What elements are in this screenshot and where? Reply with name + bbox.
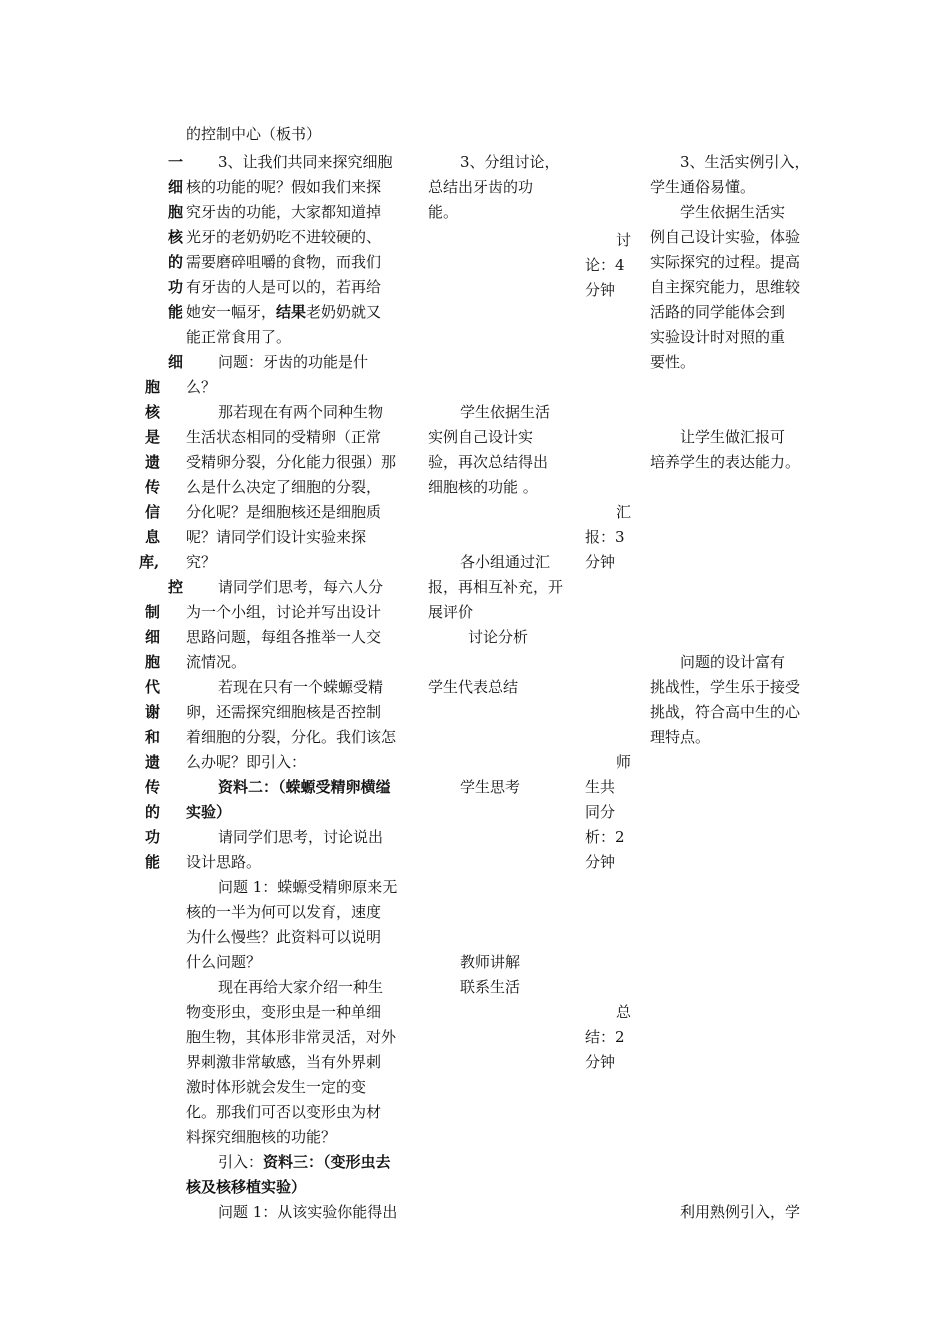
time-line: 分钟 xyxy=(585,281,616,299)
content-line: 现在再给大家介绍一种生 xyxy=(218,978,384,996)
time-line: 报：3 xyxy=(585,528,625,546)
label-char: 是 xyxy=(145,428,161,446)
material-heading: 资料二：（蝾螈受精卵横缢 xyxy=(218,778,391,796)
content-segment: 她安一幅牙， xyxy=(186,303,277,321)
label-char: 细 xyxy=(168,178,184,196)
content-line: 么是什么决定了细胞的分裂， xyxy=(186,478,382,496)
label-char: 胞 xyxy=(145,653,161,671)
content-line: 为一个小组，讨论并写出设计 xyxy=(186,603,382,621)
content-line: 分化呢？是细胞核还是细胞质 xyxy=(186,503,382,521)
time-line: 分钟 xyxy=(585,853,616,871)
label-char: 控 xyxy=(168,578,184,596)
student-line: 学生依据生活 xyxy=(460,403,551,421)
content-line: 那若现在有两个同种生物 xyxy=(218,403,384,421)
content-line: 物变形虫，变形虫是一种单细 xyxy=(186,1003,382,1021)
content-line: 为什么慢些？此资料可以说明 xyxy=(186,928,382,946)
time-line: 论：4 xyxy=(585,256,625,274)
intent-line: 活路的同学能体会到 xyxy=(650,303,786,321)
content-line: 么？ xyxy=(186,378,217,396)
student-line: 学生思考 xyxy=(460,778,521,796)
intent-line: 利用熟例引入，学 xyxy=(680,1203,801,1221)
time-line: 同分 xyxy=(585,803,616,821)
label-char: 胞 xyxy=(145,378,161,396)
time-line: 分钟 xyxy=(585,553,616,571)
intent-line: 要性。 xyxy=(650,353,696,371)
content-line: 问题 1：蝾螈受精卵原来无 xyxy=(218,878,398,896)
label-char: 制 xyxy=(145,603,161,621)
content-line xyxy=(186,300,381,325)
content-line: 呢？请同学们设计实验来探 xyxy=(186,528,367,546)
label-char: 的 xyxy=(168,253,184,271)
student-line: 各小组通过汇 xyxy=(460,553,551,571)
label-char: 代 xyxy=(145,678,161,696)
label-char: 核 xyxy=(168,228,184,246)
content-line: 核的功能的呢？假如我们来探 xyxy=(186,178,382,196)
label-char: 功 xyxy=(168,278,184,296)
time-line: 总 xyxy=(616,1003,632,1021)
label-char: 传 xyxy=(145,778,161,796)
time-line: 师 xyxy=(616,753,632,771)
content-line: 问题 1：从该实验你能得出 xyxy=(218,1203,398,1221)
label-char: 传 xyxy=(145,478,161,496)
content-line: 问题：牙齿的功能是什 xyxy=(218,353,369,371)
label-char: 能 xyxy=(145,853,161,871)
time-line: 汇 xyxy=(616,503,632,521)
content-line xyxy=(218,1150,391,1175)
label-char: 能 xyxy=(168,303,184,321)
content-segment: 老奶奶就又 xyxy=(306,303,382,321)
time-line: 结：2 xyxy=(585,1028,625,1046)
time-line: 析：2 xyxy=(585,828,625,846)
intent-line: 挑战，符合高中生的心 xyxy=(650,703,801,721)
content-segment: 引入： xyxy=(218,1153,264,1171)
material-heading: 核及核移植实验） xyxy=(186,1178,307,1196)
intent-line: 自主探究能力，思维较 xyxy=(650,278,801,296)
student-line: 讨论分析 xyxy=(468,628,529,646)
label-char: 细 xyxy=(168,353,184,371)
student-line: 总结出牙齿的功 xyxy=(428,178,534,196)
student-line: 教师讲解 xyxy=(460,953,521,971)
intent-line: 学生依据生活实 xyxy=(680,203,786,221)
intent-line: 学生通俗易懂。 xyxy=(650,178,756,196)
content-line: 设计思路。 xyxy=(186,853,262,871)
content-line: 什么问题？ xyxy=(186,953,262,971)
material-heading: 资料三：（变形虫去 xyxy=(263,1153,391,1171)
content-line: 请同学们思考，每六人分 xyxy=(218,578,384,596)
content-line: 受精卵分裂，分化能力很强）那 xyxy=(186,453,397,471)
label-char: 胞 xyxy=(168,203,184,221)
content-line: 激时体形就会发生一定的变 xyxy=(186,1078,367,1096)
label-char: 和 xyxy=(145,728,161,746)
content-line: 需要磨碎咀嚼的食物，而我们 xyxy=(186,253,382,271)
intent-line: 问题的设计富有 xyxy=(680,653,786,671)
bold-keyword: 结果 xyxy=(276,303,307,321)
intent-line: 例自己设计实验，体验 xyxy=(650,228,801,246)
time-line: 讨 xyxy=(616,231,632,249)
label-char: 功 xyxy=(145,828,161,846)
content-line: 3、让我们共同来探究细胞 xyxy=(218,153,393,171)
intent-line: 实际探究的过程。提高 xyxy=(650,253,801,271)
content-line: 有牙齿的人是可以的，若再给 xyxy=(186,278,382,296)
content-line: 思路问题，每组各推举一人交 xyxy=(186,628,382,646)
content-line: 核的一半为何可以发育，速度 xyxy=(186,903,382,921)
label-char: 库, xyxy=(139,553,160,571)
student-line: 3、分组讨论， xyxy=(460,153,560,171)
label-char: 一 xyxy=(168,153,184,171)
student-line: 验，再次总结得出 xyxy=(428,453,549,471)
intent-line: 3、生活实例引入， xyxy=(680,153,810,171)
student-line: 能。 xyxy=(428,203,459,221)
content-line: 究牙齿的功能，大家都知道掉 xyxy=(186,203,382,221)
content-line: 能正常食用了。 xyxy=(186,328,292,346)
content-line: 着细胞的分裂，分化。我们该怎 xyxy=(186,728,397,746)
intent-line: 挑战性，学生乐于接受 xyxy=(650,678,801,696)
label-char: 的 xyxy=(145,803,161,821)
label-char: 遗 xyxy=(145,753,161,771)
content-line: 界刺激非常敏感，当有外界刺 xyxy=(186,1053,382,1071)
material-heading: 实验） xyxy=(186,803,232,821)
time-line: 分钟 xyxy=(585,1053,616,1071)
label-char: 核 xyxy=(145,403,161,421)
intent-line: 实验设计时对照的重 xyxy=(650,328,786,346)
label-char: 细 xyxy=(145,628,161,646)
student-line: 实例自己设计实 xyxy=(428,428,534,446)
intent-line: 让学生做汇报可 xyxy=(680,428,786,446)
content-line: 生活状态相同的受精卵（正常 xyxy=(186,428,382,446)
student-line: 展评价 xyxy=(428,603,474,621)
intent-line: 培养学生的表达能力。 xyxy=(650,453,801,471)
content-line: 化。那我们可否以变形虫为材 xyxy=(186,1103,382,1121)
student-line: 细胞核的功能 。 xyxy=(428,478,538,496)
student-line: 联系生活 xyxy=(460,978,521,996)
student-line: 学生代表总结 xyxy=(428,678,519,696)
label-char: 遗 xyxy=(145,453,161,471)
content-line: 请同学们思考，讨论说出 xyxy=(218,828,384,846)
label-char: 息 xyxy=(145,528,161,546)
content-line: 光牙的老奶奶吃不进较硬的、 xyxy=(186,228,382,246)
time-line: 生共 xyxy=(585,778,616,796)
content-line: 胞生物，其体形非常灵活，对外 xyxy=(186,1028,397,1046)
content-line: 么办呢？即引入： xyxy=(186,753,307,771)
content-line: 若现在只有一个蝾螈受精 xyxy=(218,678,384,696)
student-line: 报，再相互补充，开 xyxy=(428,578,564,596)
content-line: 卵，还需探究细胞核是否控制 xyxy=(186,703,382,721)
content-line: 流情况。 xyxy=(186,653,247,671)
content-line: 究？ xyxy=(186,553,217,571)
content-line: 料探究细胞核的功能？ xyxy=(186,1128,337,1146)
label-char: 信 xyxy=(145,503,161,521)
header-line: 的控制中心（板书） xyxy=(186,125,322,143)
intent-line: 理特点。 xyxy=(650,728,711,746)
label-char: 谢 xyxy=(145,703,161,721)
